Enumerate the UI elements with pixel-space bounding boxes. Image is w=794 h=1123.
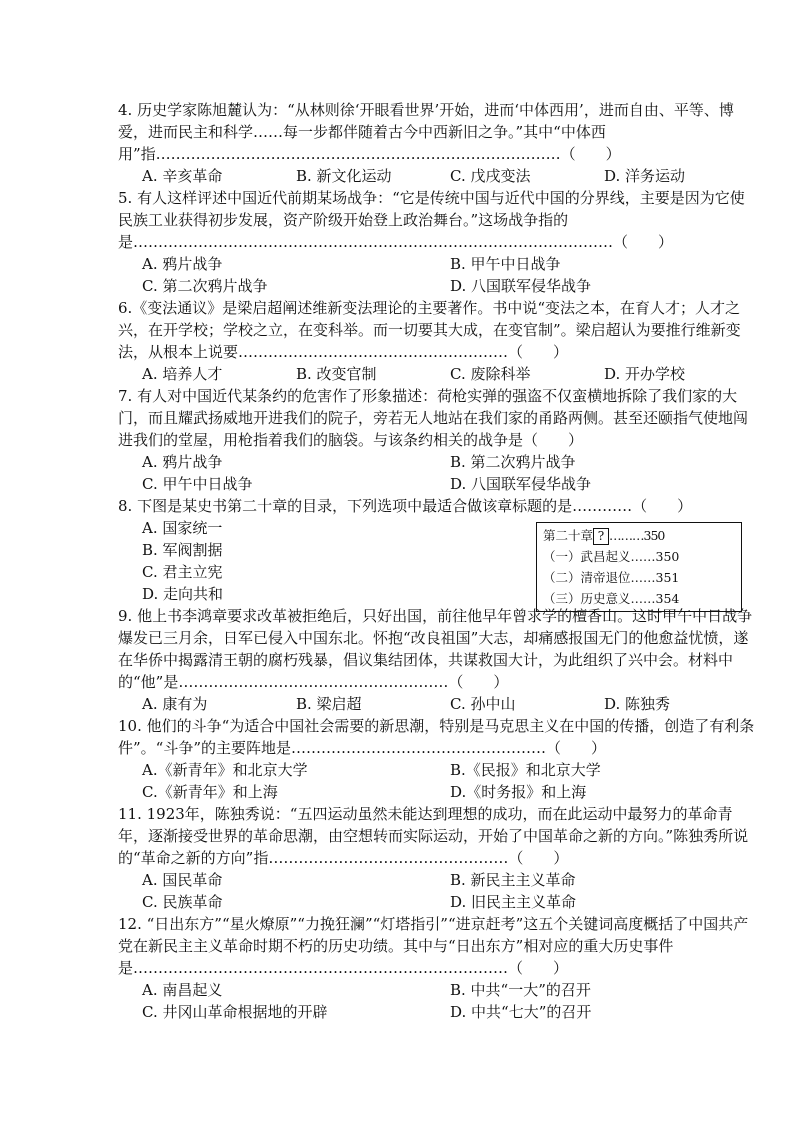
option-b: B. 改变官制 <box>296 365 377 383</box>
question-10-options-row2 <box>118 781 758 803</box>
question-11-options-row1 <box>118 869 758 891</box>
option-a: A. 鸦片战争 <box>142 255 223 273</box>
option-c: C. 废除科举 <box>450 365 531 383</box>
option-c: C. 第二次鸦片战争 <box>142 277 268 295</box>
question-10-options-row1 <box>118 759 758 781</box>
question-5-options-row2 <box>118 275 758 297</box>
option-a: A. 辛亥革命 <box>142 167 223 185</box>
option-b: B. 第二次鸦片战争 <box>450 453 576 471</box>
option-a: A.《新青年》和北京大学 <box>142 761 308 779</box>
option-c: C.《新青年》和上海 <box>142 783 278 801</box>
toc-chapter-line <box>543 525 735 546</box>
question-7-stem: 7. 有人对中国近代某条约的危害作了形象描述：荷枪实弹的强盗不仅蛮横地拆除了我们家的大门，而且耀武扬威地开进我们的院子，旁若无人地站在我们家的甬路两侧。甚至还颐指气使地闯进我们的堂屋，用枪指着我们的脑袋。与该条约相关的战争是（ ） <box>118 387 749 449</box>
option-a: A. 鸦片战争 <box>142 453 223 471</box>
toc-item: （三）历史意义……354 <box>543 591 680 606</box>
option-b: B. 中共“一大”的召开 <box>450 981 591 999</box>
toc-chapter-page: ………350 <box>609 528 665 543</box>
option-c: C. 井冈山革命根据地的开辟 <box>142 1003 328 1021</box>
option-c: C. 甲午中日战争 <box>142 475 253 493</box>
option-d: D. 旧民主主义革命 <box>450 893 577 911</box>
question-5-options-row1 <box>118 253 758 275</box>
question-12-stem: 12. “日出东方”“星火燎原”“力挽狂澜”“灯塔指引”“进京赶考”这五个关键词高度概括了中国共产党在新民主主义革命时期不朽的历史功绩。其中与“日出东方”相对应的重大历史事件是…………………………………………………………………（ ） <box>118 915 749 977</box>
question-9-stem: 9. 他上书李鸿章要求改革被拒绝后，只好出国，前往他早年曾求学的檀香山。这时甲午中日战争爆发已三月余，日军已侵入中国东北。怀抱“改良祖国”大志，却痛感报国无门的他愈益忧愤，遂在华侨中揭露清王朝的腐朽残暴，倡议集结团体，共谋救国大计，为此组织了兴中会。材料中的“他”是………………………………………………（ ） <box>118 607 753 691</box>
option-b: B. 梁启超 <box>296 695 362 713</box>
option-c: C. 君主立宪 <box>142 563 223 581</box>
question-7 <box>118 385 758 495</box>
option-c: C. 孙中山 <box>450 695 516 713</box>
question-6-options <box>118 363 758 385</box>
option-d: D. 洋务运动 <box>604 167 686 185</box>
option-d: D. 八国联军侵华战争 <box>450 475 592 493</box>
question-10 <box>118 715 758 803</box>
question-5 <box>118 187 758 297</box>
option-d: D. 陈独秀 <box>604 695 671 713</box>
option-d: D. 走向共和 <box>142 585 224 603</box>
question-4 <box>118 99 758 187</box>
option-b: B. 甲午中日战争 <box>450 255 561 273</box>
question-12 <box>118 913 758 1023</box>
option-c: C. 戊戌变法 <box>450 167 531 185</box>
option-a: A. 培养人才 <box>142 365 223 383</box>
toc-item: （一）武昌起义……350 <box>543 549 680 564</box>
question-6 <box>118 297 758 385</box>
option-a: A. 国家统一 <box>142 519 223 537</box>
option-a: A. 康有为 <box>142 695 208 713</box>
question-7-options-row2 <box>118 473 758 495</box>
question-4-options <box>118 165 758 187</box>
question-8-stem: 8. 下图是某史书第二十章的目录，下列选项中最适合做该章标题的是…………（ ） <box>118 497 693 515</box>
option-c: C. 民族革命 <box>142 893 223 911</box>
question-8 <box>118 495 758 605</box>
question-11-stem: 11. 1923年，陈独秀说：“五四运动虽然未能达到理想的成功，而在此运动中最努力的革命青年，逐渐接受世界的革命思潮，由空想转而实际运动，开始了中国革命之新的方向。”陈独秀所说的“革命之新的方向”指…………………………………………（ ） <box>118 805 749 867</box>
option-b: B. 军阀割据 <box>142 541 223 559</box>
toc-chapter-title: 第二十章 <box>543 528 594 543</box>
toc-item: （二）清帝退位……351 <box>543 570 680 585</box>
question-5-stem: 5. 有人这样评述中国近代前期某场战争：“它是传统中国与近代中国的分界线，主要是因为它使民族工业获得初步发展，资产阶级开始登上政治舞台。”这场战争指的是……………………………………………………………………………………（ ） <box>118 189 745 251</box>
option-d: D.《时务报》和上海 <box>450 783 587 801</box>
question-9 <box>118 605 758 715</box>
option-d: D. 八国联军侵华战争 <box>450 277 592 295</box>
option-a: A. 南昌起义 <box>142 981 223 999</box>
option-b: B.《民报》和北京大学 <box>450 761 601 779</box>
option-a: A. 国民革命 <box>142 871 223 889</box>
question-9-options <box>118 693 758 715</box>
option-d: D. 中共“七大”的召开 <box>450 1003 592 1021</box>
question-12-options-row2 <box>118 1001 758 1023</box>
chapter-toc-box <box>536 522 742 612</box>
option-b: B. 新文化运动 <box>296 167 392 185</box>
question-10-stem: 10. 他们的斗争“为适合中国社会需要的新思潮，特别是马克思主义在中国的传播，创造了有利条件”。“斗争”的主要阵地是……………………………………………（ ） <box>118 717 755 757</box>
toc-blank-box: ? <box>593 528 609 545</box>
question-12-options-row1 <box>118 979 758 1001</box>
question-6-stem: 6.《变法通议》是梁启超阐述维新变法理论的主要著作。书中说“变法之本，在育人才；人才之兴，在开学校；学校之立，在变科举。而一切要其大成，在变官制”。梁启超认为要推行维新变法，从根本上说要………………………………………………（ ） <box>118 299 741 361</box>
question-11-options-row2 <box>118 891 758 913</box>
question-11 <box>118 803 758 913</box>
option-b: B. 新民主主义革命 <box>450 871 576 889</box>
question-7-options-row1 <box>118 451 758 473</box>
option-d: D. 开办学校 <box>604 365 686 383</box>
question-list <box>118 99 758 1023</box>
question-4-stem: 4. 历史学家陈旭麓认为：“从林则徐‘开眼看世界’开始，进而‘中体西用’，进而自由、平等、博爱，进而民主和科学……每一步都伴随着古今中西新旧之争。”其中“中体西用”指………………………………………………………………………（ ） <box>118 101 734 163</box>
